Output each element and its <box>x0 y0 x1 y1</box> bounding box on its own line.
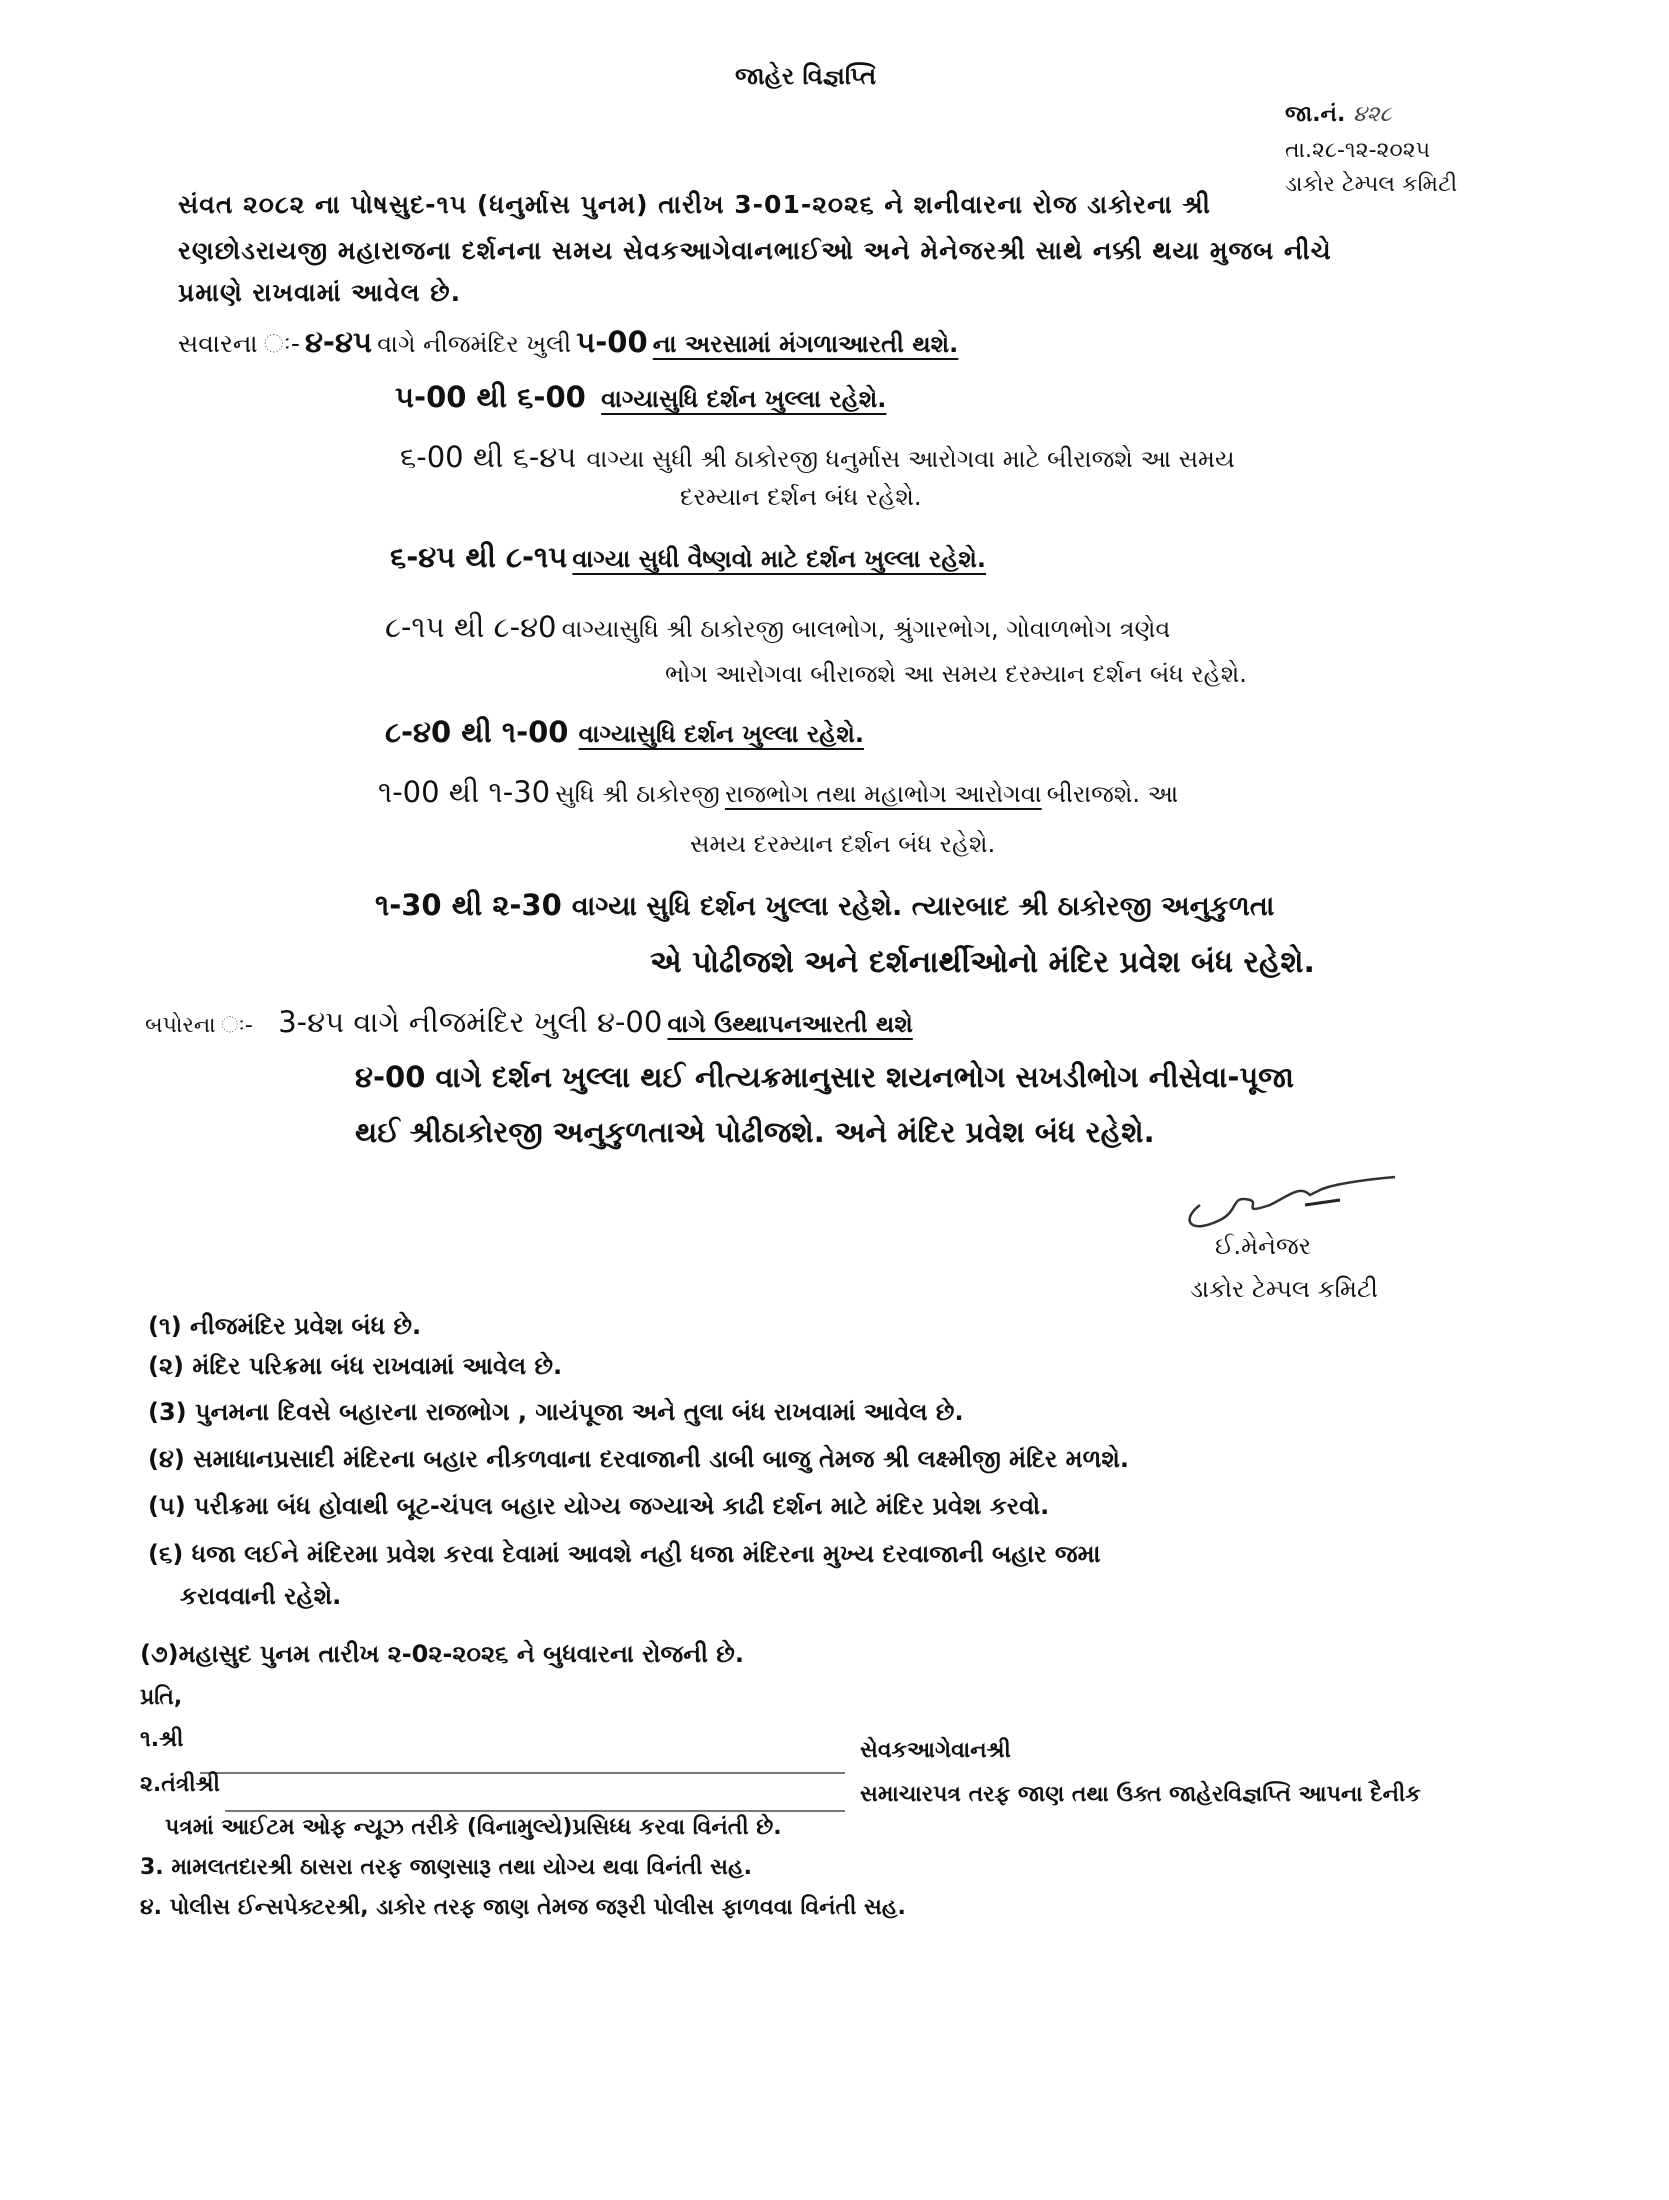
schedule-time: ૬-૪૫ થી ૮-૧૫ <box>390 540 568 574</box>
afternoon-opening: 3-૪૫ વાગે નીજમંદિર ખુલી ૪-00 <box>278 1005 663 1039</box>
schedule-text: વાગ્યાસુધિ શ્રી ઠાકોરજી બાલભોગ, શ્રુંગારભોગ, ગોવાળભોગ ત્રણેવ <box>561 615 1171 643</box>
schedule-text-continued: ભોગ આરોગવા બીરાજશે આ સમય દરમ્યાન દર્શન બંધ રહેશે. <box>665 660 1247 688</box>
signatory-organization: ડાકોર ટેમ્પલ કમિટી <box>1190 1275 1378 1303</box>
notice-title: જાહેર વિજ્ઞપ્તિ <box>735 62 877 90</box>
recipient-4: ૪. પોલીસ ઈન્સપેક્ટરશ્રી, ડાકોર તરફ જાણ તેમજ જરૂરી પોલીસ ફાળવવા વિનંતી સહ. <box>140 1895 906 1920</box>
recipient-1-role: સેવકઆગેવાનશ્રી <box>860 1738 1011 1763</box>
schedule-row <box>378 775 1178 810</box>
intro-line: રણછોડરાયજી મહારાજના દર્શનના સમય સેવકઆગેવાનભાઈઓ અને મેનેજરશ્રી સાથે નક્કી થયા મુજબ નીચે <box>178 236 1332 265</box>
schedule-text: વાગ્યા સુધી વૈષ્ણવો માટે દર્શન ખુલ્લા રહેશે. <box>572 545 986 573</box>
afternoon-line: થઈ શ્રીઠાકોરજી અનુકુળતાએ પોઢીજશે. અને મંદિર પ્રવેશ બંધ રહેશે. <box>355 1115 1155 1149</box>
schedule-row <box>390 540 986 575</box>
morning-opening <box>178 325 958 360</box>
schedule-time: ૧-30 થી ૨-30 <box>375 888 562 922</box>
note-item: (૭)મહાસુદ પુનમ તારીખ ૨-0૨-૨૦૨૬ ને બુધવારના રોજની છે. <box>140 1640 744 1668</box>
schedule-text: બીરાજશે. આ <box>1046 780 1179 808</box>
afternoon-label: બપોરના ઃ- <box>145 1013 253 1038</box>
schedule-text: વાગ્યા સુધિ દર્શન ખુલ્લા રહેશે. ત્યારબાદ શ્રી ઠાકોરજી અનુકુળતા <box>571 891 1275 922</box>
schedule-time: ૬-00 થી ૬-૪૫ <box>400 440 577 474</box>
intro-line: પ્રમાણે રાખવામાં આવેલ છે. <box>178 278 462 307</box>
note-item: (૧) નીજમંદિર પ્રવેશ બંધ છે. <box>148 1312 422 1340</box>
aarti-time: ૫-00 <box>576 325 648 359</box>
afternoon-line: ૪-00 વાગે દર્શન ખુલ્લા થઈ નીત્યક્રમાનુસાર શયનભોગ સખડીભોગ નીસેવા-પૂજા <box>355 1060 1295 1094</box>
note-item: (૬) ધજા લઈને મંદિરમા પ્રવેશ કરવા દેવામાં આવશે નહી ધજા મંદિરના મુખ્ય દરવાજાની બહાર જમા <box>148 1540 1101 1568</box>
utthapan-aarti-text: વાગે ઉથ્થાપનઆરતી થશે <box>667 1010 913 1038</box>
notice-date: તા.૨૮-૧૨-૨૦૨૫ <box>1285 138 1431 163</box>
schedule-row <box>395 380 886 415</box>
schedule-time: ૧-00 થી ૧-30 <box>378 775 551 809</box>
opening-time: ૪-૪૫ <box>304 325 373 359</box>
note-item-continued: કરાવવાની રહેશે. <box>180 1582 342 1610</box>
recipient-1-label: ૧.શ્રી <box>140 1727 184 1752</box>
schedule-row <box>385 715 864 750</box>
opening-text: વાગે નીજમંદિર ખુલી <box>377 330 572 358</box>
schedule-time: ૫-00 થી ૬-00 <box>395 380 586 414</box>
reference-number-label: જા.નં. <box>1285 102 1346 127</box>
schedule-text: સુધિ શ્રી ઠાકોરજી <box>555 780 720 808</box>
intro-line: સંવત ૨૦૮૨ ના પોષસુદ-૧૫ (ધનુર્માસ પુનમ) તારીખ 3-01-૨૦૨૬ ને શનીવારના રોજ ડાકોરના શ્રી <box>178 190 1211 219</box>
recipients-heading: પ્રતિ, <box>140 1685 183 1710</box>
reference-number <box>1285 102 1392 127</box>
note-item: (૪) સમાધાનપ્રસાદી મંદિરના બહાર નીકળવાના દરવાજાની ડાબી બાજુ તેમજ શ્રી લક્ષ્મીજી મંદિર મળશે. <box>148 1445 1129 1473</box>
recipient-2-role: સમાચારપત્ર તરફ જાણ તથા ઉક્ત જાહેરવિજ્ઞપ્તિ આપના દૈનીક <box>860 1782 1421 1807</box>
issuer-name: ડાકોર ટેમ્પલ કમિટી <box>1285 172 1458 197</box>
note-item: (૨) મંદિર પરિક્રમા બંધ રાખવામાં આવેલ છે. <box>148 1352 563 1380</box>
recipient-3: 3. મામલતદારશ્રી ઠાસરા તરફ જાણસારૂ તથા યોગ્ય થવા વિનંતી સહ. <box>140 1855 752 1880</box>
reference-number-value: ૪૨૮ <box>1352 102 1392 127</box>
signatory-designation: ઈ.મેનેજર <box>1215 1232 1312 1260</box>
schedule-time: ૮-૪0 થી ૧-00 <box>385 715 569 749</box>
schedule-text: વાગ્યાસુધિ દર્શન ખુલ્લા રહેશે. <box>578 720 864 748</box>
recipient-2-label: ૨.તંત્રીશ્રી <box>140 1772 220 1797</box>
schedule-time: ૮-૧૫ થી ૮-૪0 <box>385 610 557 644</box>
signature-icon <box>1180 1165 1400 1235</box>
schedule-row <box>375 888 1274 923</box>
schedule-row <box>400 440 1235 475</box>
schedule-text-continued: સમય દરમ્યાન દર્શન બંધ રહેશે. <box>690 830 996 858</box>
schedule-text-underlined: રાજભોગ તથા મહાભોગ આરોગવા <box>724 780 1042 808</box>
mangala-aarti-text: ના અરસામાં મંગળાઆરતી થશે. <box>652 330 959 358</box>
blank-line <box>200 1772 845 1774</box>
schedule-text-continued: એ પોઢીજશે અને દર્શનાર્થીઓનો મંદિર પ્રવેશ બંધ રહેશે. <box>650 945 1315 980</box>
recipient-2-continued: પત્રમાં આઈટમ ઓફ ન્યૂઝ તરીકે (વિનામુલ્યે)પ્રસિધ્ધ કરવા વિનંતી છે. <box>165 1815 782 1840</box>
afternoon-row <box>145 1005 913 1040</box>
note-item: (3) પુનમના દિવસે બહારના રાજભોગ , ગાયંપૂજા અને તુલા બંધ રાખવામાં આવેલ છે. <box>148 1398 964 1426</box>
schedule-text: વાગ્યાસુધિ દર્શન ખુલ્લા રહેશે. <box>601 385 887 413</box>
morning-label: સવારના ઃ- <box>178 329 300 358</box>
schedule-text-continued: દરમ્યાન દર્શન બંધ રહેશે. <box>680 483 922 511</box>
note-item: (૫) પરીક્રમા બંધ હોવાથી બૂટ-ચંપલ બહાર યોગ્ય જગ્યાએ કાઢી દર્શન માટે મંદિર પ્રવેશ કરવો. <box>148 1492 1050 1520</box>
schedule-text: વાગ્યા સુધી શ્રી ઠાકોરજી ધનુર્માસ આરોગવા માટે બીરાજશે આ સમય <box>586 445 1235 473</box>
schedule-row <box>385 610 1170 645</box>
blank-line <box>225 1810 845 1812</box>
